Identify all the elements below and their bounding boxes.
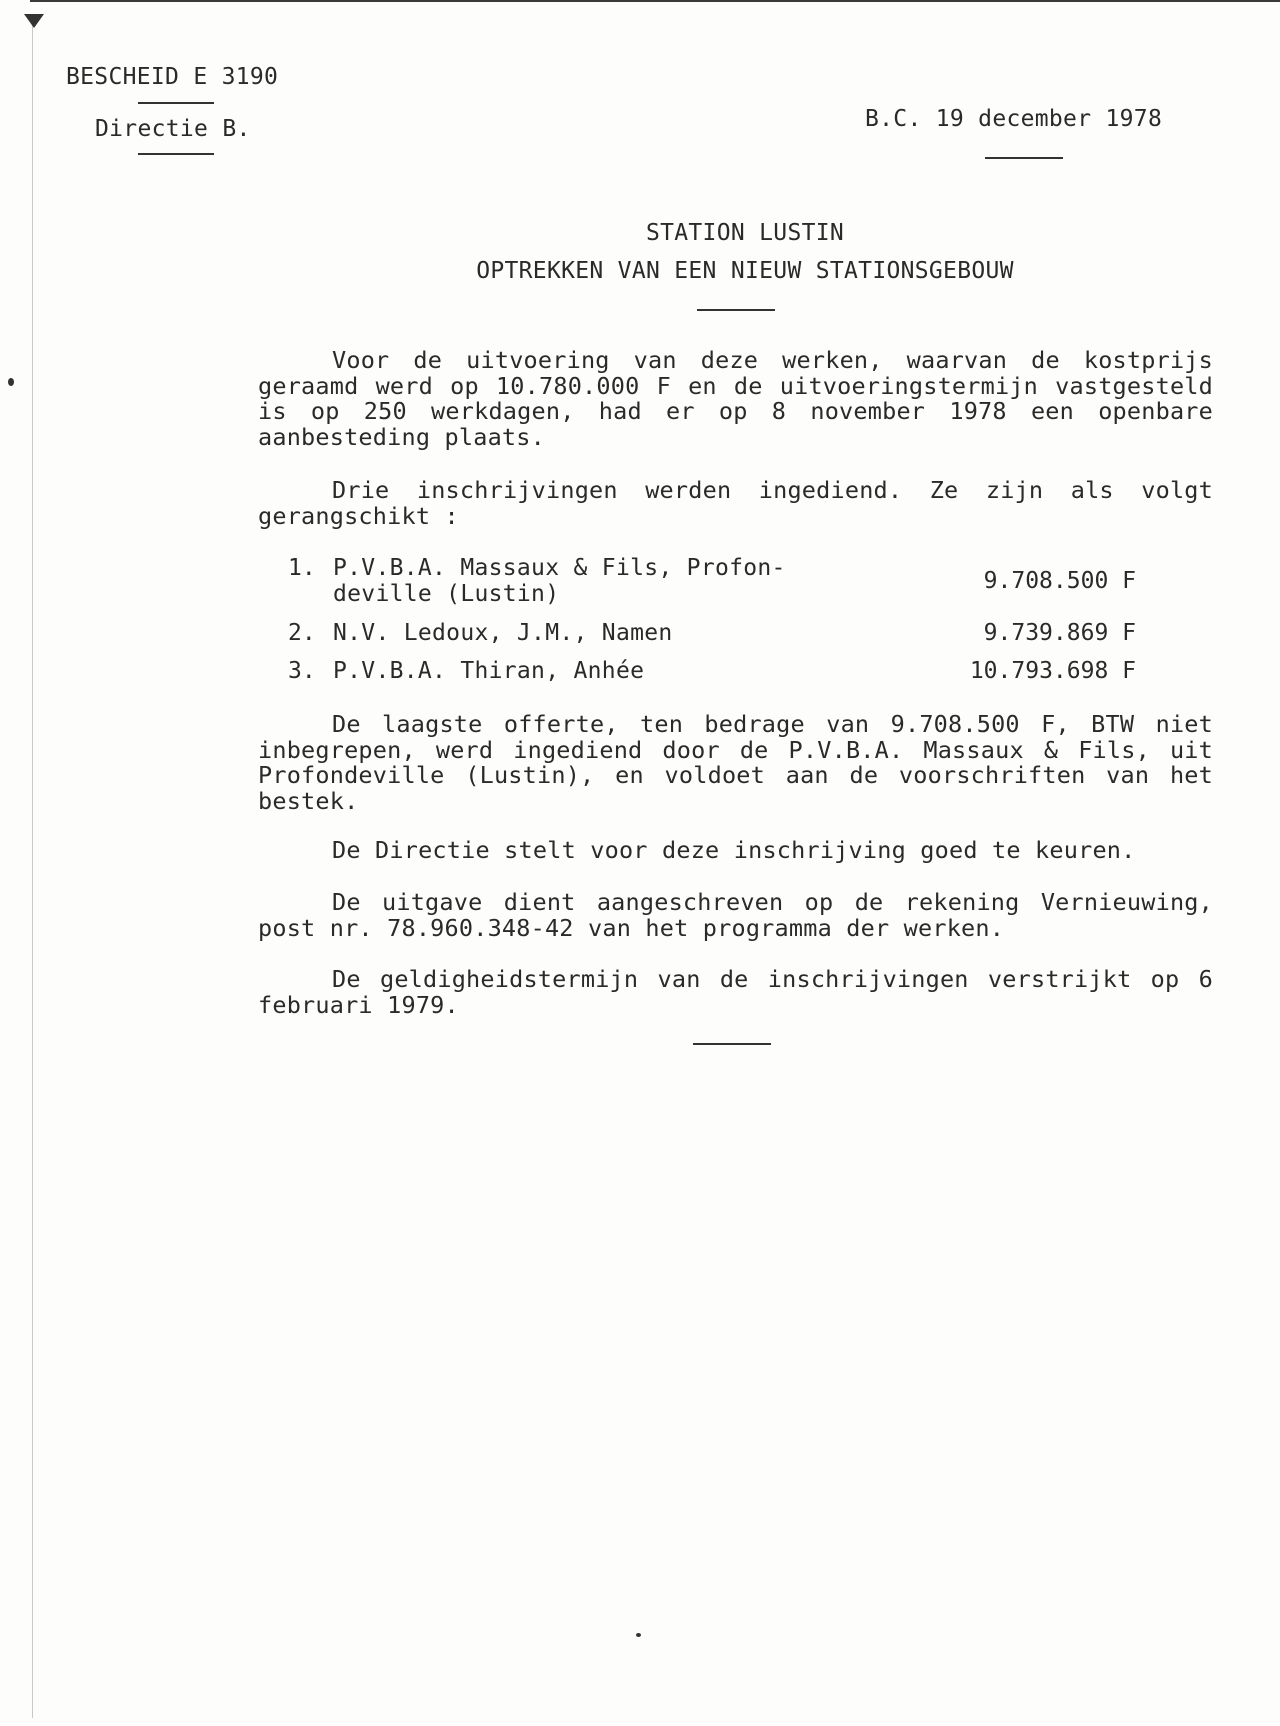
bid-name: N.V. Ledoux, J.M., Namen [333,620,673,646]
bid-number: 1. [288,555,316,581]
punch-mark [8,378,14,386]
bid-amount: 10.793.698 F [969,658,1136,684]
bid-name: P.V.B.A. Thiran, Anhée [333,658,645,684]
title-line-1: STATION LUSTIN [645,220,845,246]
bid-number: 3. [288,658,316,684]
paragraph-expenditure: De uitgave dient aangeschreven op de rekening Vernieuwing, post nr. 78.960.348-42 van het programma der werken. [258,888,1213,942]
paragraph-bids-intro: Drie inschrijvingen werden ingediend. Ze zijn als volgt gerangschikt : [258,476,1213,530]
title-underline [697,309,775,311]
directorate-label: Directie B. [95,116,251,142]
paragraph-validity: De geldigheidstermijn van de inschrijvingen verstrijkt op 6 februari 1979. [258,965,1213,1019]
scan-edge-top [30,0,1280,2]
paragraph-proposal: De Directie stelt voor deze inschrijving goed te keuren. [332,836,1136,864]
paragraph-estimate: Voor de uitvoering van deze werken, waarvan de kostprijs geraamd werd op 10.780.000 F en de uitvoeringstermijn vastgesteld is op 250 werkdagen, had er op 8 november 1978 een openbare aanbesteding plaats. [258,346,1213,451]
bid-name: P.V.B.A. Massaux & Fils, Profon- [333,555,786,581]
place-date: B.C. 19 december 1978 [865,106,1163,132]
closing-rule [693,1043,771,1045]
directorate-underline [138,153,214,155]
bid-amount: 9.739.869 F [983,620,1136,646]
paragraph-lowest-offer: De laagste offerte, ten bedrage van 9.708.500 F, BTW niet inbegrepen, werd ingediend door de P.V.B.A. Massaux & Fils, uit Profondeville (Lustin), en voldoet aan de voorschriften van het bestek. [258,710,1213,815]
document-reference: BESCHEID E 3190 [66,64,279,90]
bid-name-continued: deville (Lustin) [333,581,560,607]
staple-mark [24,14,44,28]
reference-underline [138,102,214,104]
bid-number: 2. [288,620,316,646]
bid-amount: 9.708.500 F [983,568,1136,594]
scan-speck [636,1633,641,1637]
title-line-2: OPTREKKEN VAN EEN NIEUW STATIONSGEBOUW [476,258,1014,284]
date-underline [985,157,1063,159]
